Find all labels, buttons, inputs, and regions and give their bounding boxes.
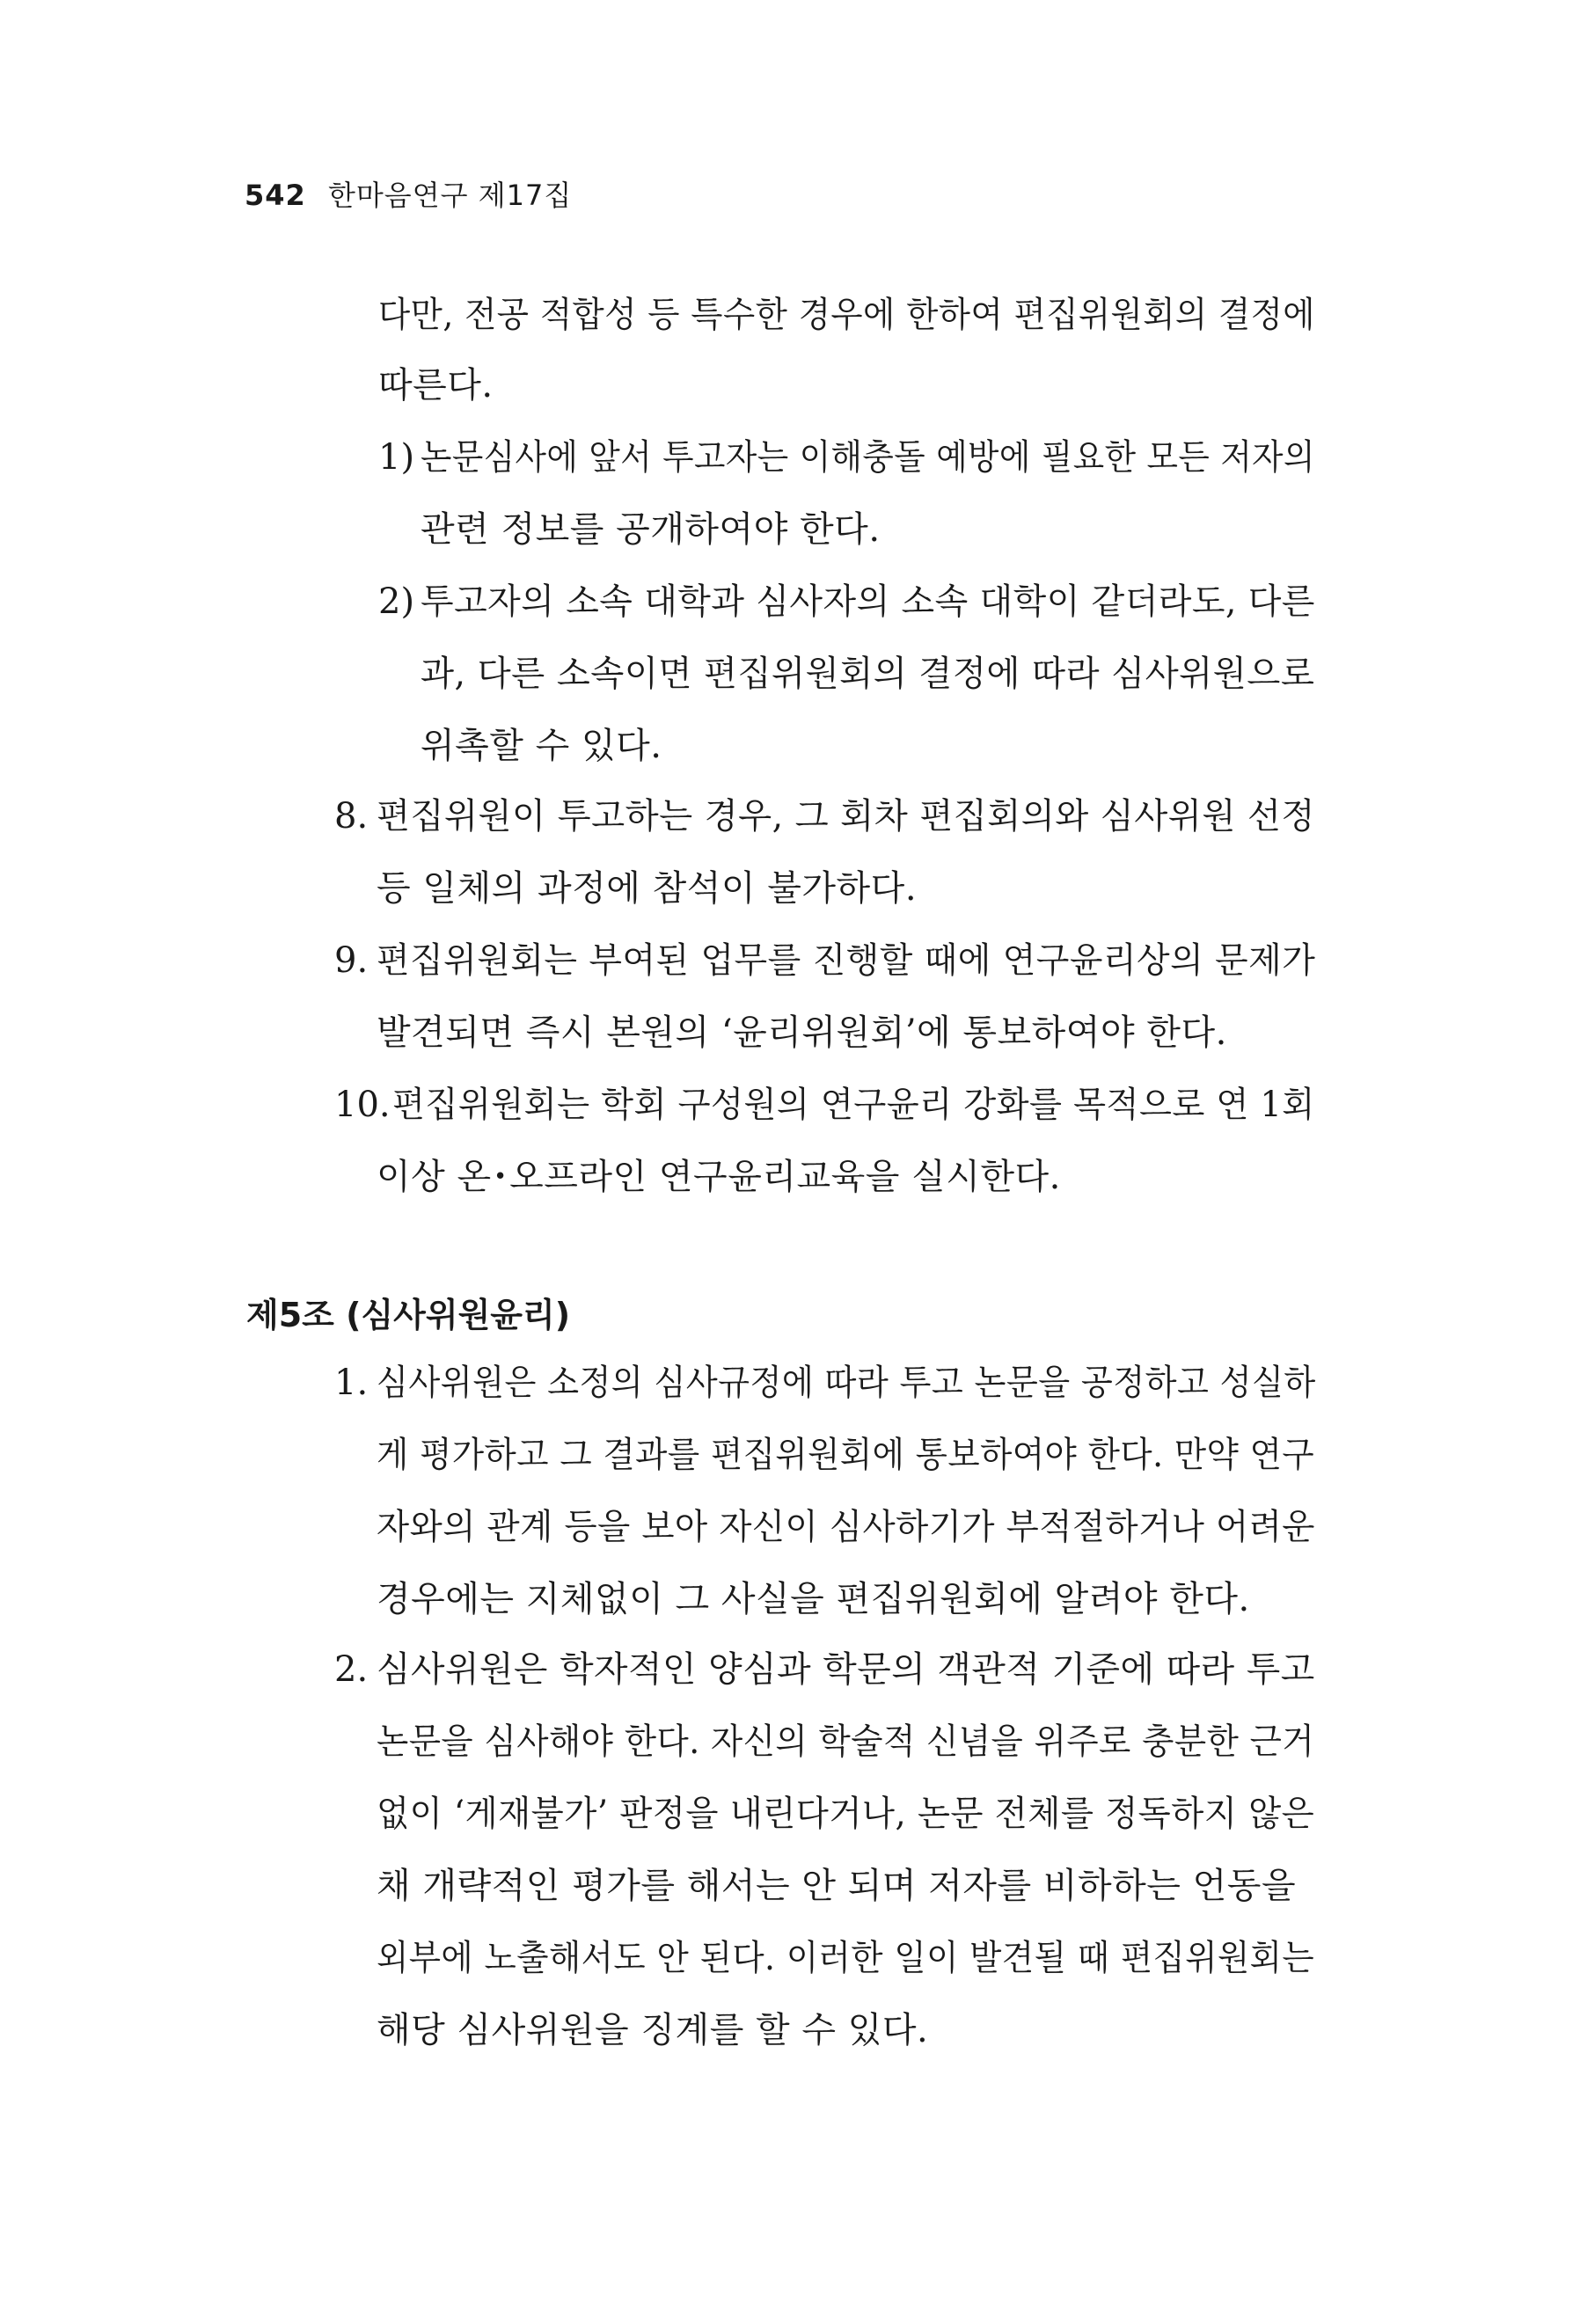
section-item-line: 심사위원은 소정의 심사규정에 따라 투고 논문을 공정하고 성실하	[377, 1363, 1316, 1403]
section-heading: 제5조 (심사위원윤리)	[246, 1296, 571, 1334]
sub-item-line: 투고자의 소속 대학과 심사자의 소속 대학이 같더라도, 다른	[421, 581, 1315, 622]
section-item-line: 외부에 노출해서도 안 된다. 이러한 일이 발견될 때 편집위원회는	[377, 1938, 1315, 1978]
section-item-line: 채 개략적인 평가를 해서는 안 되며 저자를 비하하는 언동을	[377, 1866, 1297, 1906]
item-number: 8.	[334, 796, 369, 837]
section-item-line: 없이 ‘게재불가’ 판정을 내린다거나, 논문 전체를 정독하지 않은	[377, 1794, 1315, 1834]
sub-item-line: 논문심사에 앞서 투고자는 이해충돌 예방에 필요한 모든 저자의	[421, 437, 1315, 478]
section-item-line: 해당 심사위원을 징계를 할 수 있다.	[377, 2010, 929, 2050]
page-number: 542	[245, 179, 306, 212]
item-line: 이상 온･오프라인 연구윤리교육을 실시한다.	[377, 1157, 1061, 1197]
item-line: 등 일체의 과정에 참석이 불가하다.	[377, 868, 918, 909]
running-header	[245, 173, 572, 214]
intro-line: 다만, 전공 적합성 등 특수한 경우에 한하여 편집위원회의 결정에	[378, 295, 1315, 335]
sub-item-number: 2)	[378, 581, 415, 622]
section-item-line: 게 평가하고 그 결과를 편집위원회에 통보하여야 한다. 만약 연구	[377, 1435, 1315, 1475]
section-item-number: 1.	[334, 1363, 369, 1403]
journal-title: 한마음연구 제17집	[327, 179, 573, 212]
item-line: 편집위원회는 부여된 업무를 진행할 때에 연구윤리상의 문제가	[377, 940, 1316, 981]
sub-item-number: 1)	[378, 437, 415, 478]
section-item-number: 2.	[334, 1649, 369, 1690]
section-item-line: 경우에는 지체없이 그 사실을 편집위원회에 알려야 한다.	[377, 1579, 1250, 1619]
item-line: 편집위원회는 학회 구성원의 연구윤리 강화를 목적으로 연 1회	[392, 1085, 1315, 1125]
item-line: 발견되면 즉시 본원의 ‘윤리위원회’에 통보하여야 한다.	[377, 1012, 1227, 1053]
section-item-line: 자와의 관계 등을 보아 자신이 심사하기가 부적절하거나 어려운	[377, 1507, 1315, 1547]
item-line: 편집위원이 투고하는 경우, 그 회차 편집회의와 심사위원 선정	[377, 796, 1315, 837]
sub-item-line: 과, 다른 소속이면 편집위원회의 결정에 따라 심사위원으로	[421, 654, 1315, 694]
sub-item-line: 위촉할 수 있다.	[421, 726, 662, 766]
section-item-line: 심사위원은 학자적인 양심과 학문의 객관적 기준에 따라 투고	[377, 1649, 1315, 1690]
sub-item-line: 관련 정보를 공개하여야 한다.	[421, 509, 881, 550]
intro-line: 따른다.	[378, 365, 494, 406]
item-number: 9.	[334, 940, 369, 981]
item-number: 10.	[334, 1085, 391, 1125]
section-item-line: 논문을 심사해야 한다. 자신의 학술적 신념을 위주로 충분한 근거	[377, 1721, 1315, 1762]
